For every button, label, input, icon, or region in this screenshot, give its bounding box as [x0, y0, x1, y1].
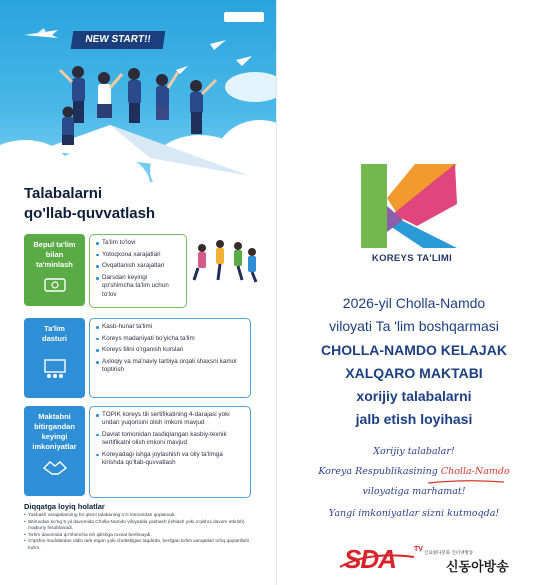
section-list-box [89, 234, 187, 308]
section-list-box [89, 318, 251, 398]
presentation-icon [42, 358, 68, 380]
list-item: Ovqatlanish xarajatlari [96, 262, 180, 270]
section-free-education [24, 234, 250, 308]
headline-line: CHOLLA-NAMDO KELAJAK [321, 342, 507, 358]
handshake-icon [42, 458, 68, 478]
sda-korean-name: 신동아방송 [446, 560, 509, 575]
note-item: • Ta'lim davomida qo'shimcha ish qilishga ruxsat berilmaydi. [24, 533, 254, 540]
list-item: Kasb-hunar ta'limi [96, 323, 244, 331]
handwritten-line: Xorijiy talabalar! [373, 446, 455, 457]
handwritten-line: viloyatiga marhamat! [362, 486, 466, 497]
list-item: Koreys madaniyati bo'yicha ta'lim [96, 335, 244, 343]
list-item: Davlat tomonidan tasdiqlangan kasbiy-texnik sertifikatni olish imkoni mavjud [96, 431, 244, 447]
headline-line: viloyati Ta 'lim boshqarmasi [329, 318, 499, 334]
headline-line: 2026-yil Cholla-Namdo [342, 295, 486, 311]
headline-line: xorijiy talabalarni [356, 388, 472, 404]
note-item: • O'qishni muddatidan oldin tark etgan yoki chetlatilgan taqdirda, berilgan ta'lim xarajatlari to'liq qaytarilishi lozim. [24, 539, 254, 552]
money-icon [42, 276, 68, 294]
section-label: Maktabni bitirgandan keyingi imkoniyatlar [24, 406, 85, 496]
notes [24, 502, 254, 552]
hero-banner: NEW START!! [71, 31, 166, 49]
headline-line: XALQARO MAKTABI [345, 365, 483, 381]
note-item: • Bitiruvdan so'ng 5 yil davomida Cholla-Namdo viloyatida yashash (ishlash yoki o'qishni davom ettirish) majburiy hisoblanadi. [24, 520, 254, 533]
section-label: Ta'lim dasturi [24, 318, 85, 398]
brochure-right-panel [278, 0, 550, 585]
headline-line: jalb etish loyihasi [355, 411, 473, 427]
section-list-box [89, 406, 251, 498]
logo-text: KOREYS TA'LIMI [371, 253, 453, 264]
underline-stroke [426, 479, 506, 485]
list-item: TOPIK koreys tili sertifikatining 4-darajasi yoki undan yuqorisini olish imkoni mavjud [96, 411, 244, 427]
section-after-graduation [24, 406, 250, 498]
sda-subtitle: 글로벌다문화 인터넷방송 [424, 551, 474, 556]
note-item: • Yashash xarajatlarining bir qismi talabaning o'zi tomonidan qoplanadi. [24, 513, 254, 520]
list-item: Axloqiy va ma'naviy tarbiya orqali shaxsni kamol toptirish [96, 358, 244, 374]
section-education-program [24, 318, 250, 398]
list-item: Darsdan keyingi qo'shimcha ta'lim uchun to'lov [96, 274, 180, 299]
sda-brand: SDA [344, 544, 396, 574]
list-item: Koreyadagi ishga joylashish va oliy ta'limga kirishda qo'llab-quvvatlash [96, 451, 244, 467]
page-title: Talabalarni qo'llab-quvvatlash [24, 185, 156, 222]
list-item: Yotoqxona xarajatlari [96, 251, 180, 259]
section-label: Bepul ta'lim bilan ta'minlash [24, 234, 85, 306]
handwritten-line: Yangi imkoniyatlar sizni kutmoqda! [328, 508, 500, 519]
hero-illustration [0, 0, 277, 182]
handwritten-line: Koreya Respublikasining Cholla-Namdo [318, 466, 510, 477]
list-item: Koreys tilini o'rganish kurslari [96, 346, 244, 354]
students-on-paper-plane-illustration [0, 0, 277, 182]
sda-tv: TV [414, 546, 423, 553]
list-item: Ta'lim to'lovi [96, 239, 180, 247]
koreys-talimi-logo [357, 162, 467, 262]
notes-title: Diqqatga loyiq holatlar [24, 502, 105, 511]
students-illustration [190, 236, 262, 286]
